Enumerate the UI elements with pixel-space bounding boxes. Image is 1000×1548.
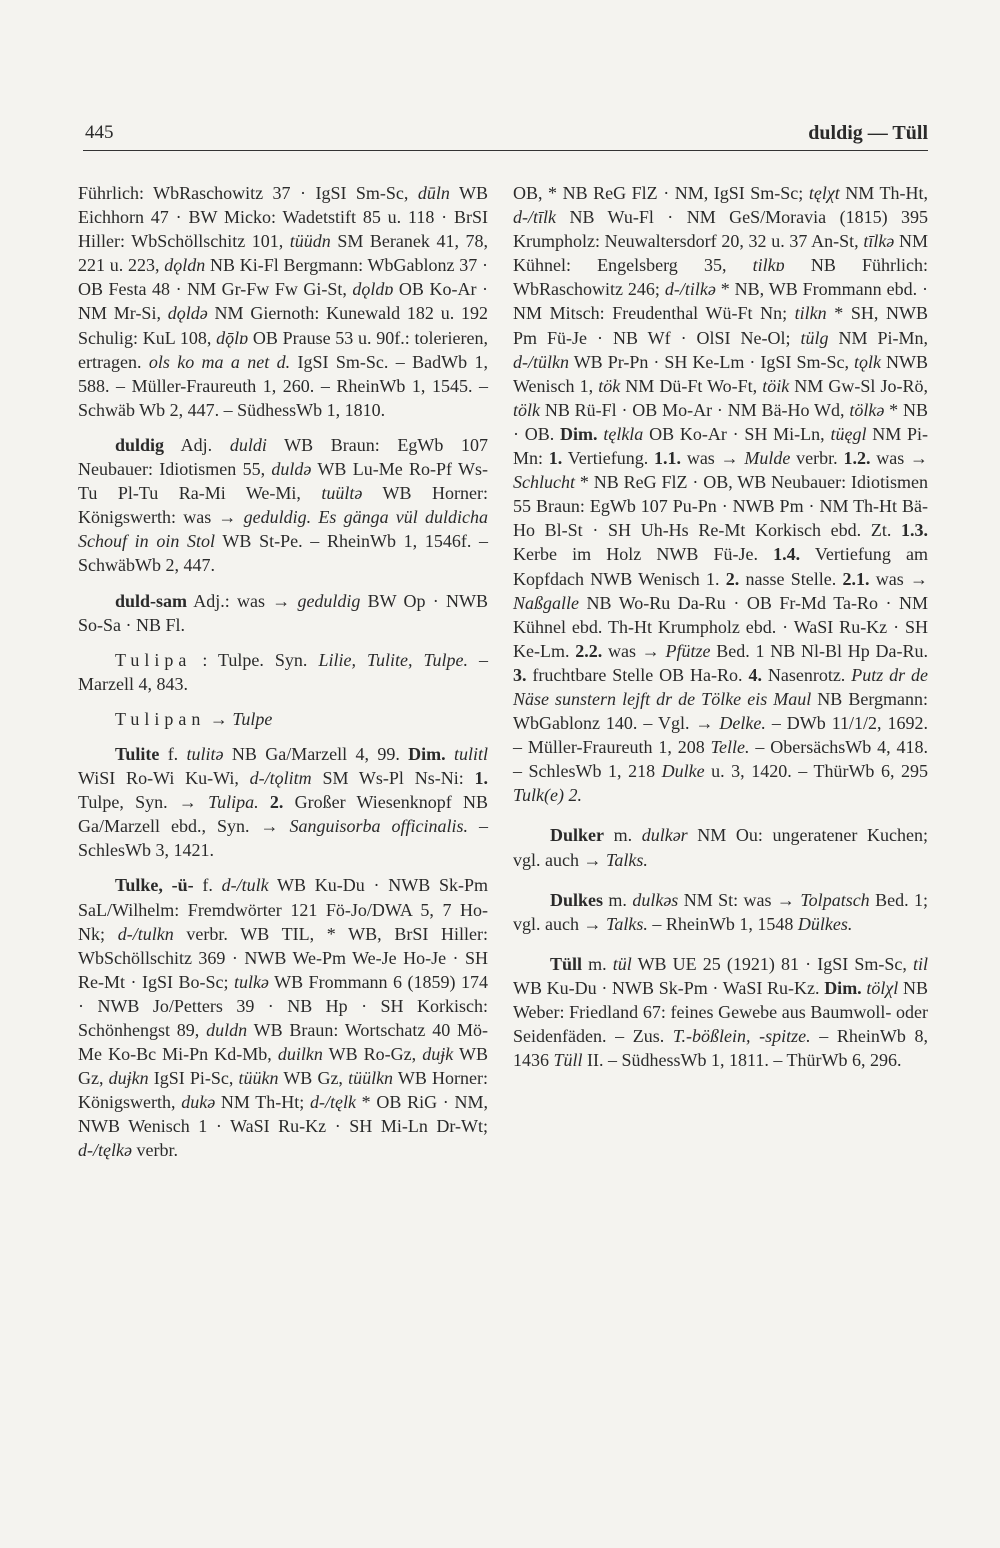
page-number: 445: [85, 122, 114, 143]
entry-tulipa: Tulipa : Tulpe. Syn. Lilie, Tulite, Tulpe. – Marzell 4, 843.: [78, 649, 488, 694]
entry-continuation: Führlich: WbRaschowitz 37 · IgSI Sm-Sc, dūln WB Eichhorn 47 · BW Micko: Wadetstift 85 u. 118 · BrSI Hiller: WbSchöllschitz 101, tüüdn SM Beranek 41, 78, 221 u. 223, dǫldn NB Ki-Fl Bergmann: WbGablonz 37 · OB Festa 48 · NM Gr-Fw Fw Gi-St, dǫldɒ OB Ko-Ar · NM Mr-Si, dǫldə NM Giernoth: Kunewald 182 u. 192 Schulig: KuL 108, dǭlɒ OB Prause 53 u. 90f.: tolerieren, ertragen. ols ko ma a net d. IgSI Sm-Sc. – BadWb 1, 588. – Müller-Fraureuth 1, 260. – RheinWb 1, 1545. – Schwäb Wb 2, 447. – SüdhessWb 1, 1810.: [78, 183, 489, 420]
entry-tulke-continuation: OB, * NB ReG FlZ · NM, IgSI Sm-Sc; tęlχt NM Th-Ht, d-/tīlk NB Wu-Fl · NM GeS/Moravia (1815) 395 Krumpholz: Neuwaltersdorf 20, 32 u. 37 An-St, tīlkə NM Kühnel: Engelsberg 35, tilkɒ NB Führlich: WbRaschowitz 246; d-/tilkə * NB, WB Frommann ebd. · NM Mitsch: Freudenthal Wü-Ft Nn; tilkn * SH, NWB Pm Fü-Je · NB Wf · OlSI Ne-Ol; tülg NM Pi-Mn, d-/tülkn WB Pr-Pn · SH Ke-Lm · IgSI Sm-Sc, tǫlk NWB Wenisch 1, tök NM Dü-Ft Wo-Ft, töik NM Gw-Sl Jo-Rö, tölk NB Rü-Fl · OB Mo-Ar · NM Bä-Ho Wd, tölkə * NB · OB. Dim. tęlkla OB Ko-Ar · SH Mi-Ln, tüęgl NM Pi-Mn: 1. Vertiefung. 1.1. was → Mulde verbr. 1.2. was → Schlucht * NB ReG FlZ · OB, WB Neubauer: Idiotismen 55 Braun: EgWb 107 Pu-Pn · NWB Pm · NM Th-Ht Bä-Ho Bl-St · SH Uh-Hs Re-Mt Korkisch ebd. Zt. 1.3. Kerbe im Holz NWB Fü-Je. 1.4. Vertiefung am Kopfdach NWB Wenisch 1. 2. nasse Stelle. 2.1. was → Naßgalle NB Wo-Ru Da-Ru · OB Fr-Md Ta-Ro · NM Kühnel ebd. Th-Ht Krumpholz ebd. · WaSI Ru-Kz · SH Ke-Lm. 2.2. was → Pfütze Bed. 1 NB Nl-Bl Hp Da-Ru. 3. fruchtbare Stelle OB Ha-Ro. 4. Nasenrotz. Putz dr de Näse sunstern lejft dr de Tölke eis Maul NB Bergmann: WbGablonz 140. – Vgl. → Delke. – DWb 11/1/2, 1692. – Müller-Fraureuth 1, 208 Telle. – ObersächsWb 4, 418. – SchlesWb 1, 218 Dulke u. 3, 1420. – ThürWb 6, 295 Tulk(e) 2.: [513, 183, 929, 806]
entry-tulipan: Tulipan → Tulpe: [115, 708, 273, 729]
left-column: [78, 181, 488, 1163]
right-column: [513, 181, 928, 1072]
entry-tuell: Tüll m. tül WB UE 25 (1921) 81 · IgSI Sm-Sc, til WB Ku-Du · NWB Sk-Pm · WaSI Ru-Kz. Dim. tölχl NB Weber: Friedland 67: feines Gewebe aus Baumwoll- oder Seidenfäden. – Zus. T.-bößlein, -spitze. – RheinWb 8, 1436 Tüll II. – SüdhessWb 1, 1811. – ThürWb 6, 296.: [513, 953, 928, 1071]
entry-tulite: Tulite f. tulitə NB Ga/Marzell 4, 99. Dim. tulitl WiSI Ro-Wi Ku-Wi, d-/tǫlitm SM Ws-Pl Ns-Ni: 1. Tulpe, Syn. → Tulipa. 2. Großer Wiesenknopf NB Ga/Marzell ebd., Syn. → Sanguisorba officinalis. – SchlesWb 3, 1421.: [78, 743, 489, 861]
page-header: [83, 122, 928, 151]
running-head: duldig — Tüll: [808, 122, 928, 144]
entry-duldig: duldig Adj. duldi WB Braun: EgWb 107 Neubauer: Idiotismen 55, duldə WB Lu-Me Ro-Pf Ws-Tu Pl-Tu Ra-Mi We-Mi, tuültə WB Horner: Königswerth: was → geduldig. Es gänga vül duldicha Schouf in oin Stol WB St-Pe. – RheinWb 1, 1546f. – SchwäbWb 2, 447.: [78, 434, 489, 576]
entry-duld-sam: duld-sam Adj.: was → geduldig BW Op · NWB So-Sa · NB Fl.: [78, 590, 488, 635]
entry-dulkes: Dulkes m. dulkəs NM St: was → Tolpatsch Bed. 1; vgl. auch → Talks. – RheinWb 1, 1548 Dülkes.: [513, 889, 928, 934]
entry-tulke: Tulke, -ü- f. d-/tulk WB Ku-Du · NWB Sk-Pm SaL/Wilhelm: Fremdwörter 121 Fö-Jo/DWA 5, 7 Ho-Nk; d-/tulkn verbr. WB TIL, * WB, BrSI Hiller: WbSchöllschitz 369 · NWB We-Pm We-Je Ho-Je · SH Re-Mt · IgSI Bo-Sc; tulkə WB Frommann 6 (1859) 174 · NWB Jo/Petters 39 · NB Hp · SH Korkisch: Schönhengst 89, duldn WB Braun: Wortschatz 40 Mö-Me Ko-Bc Mi-Pn Kd-Mb, duilkn WB Ro-Gz, duɉk WB Gz, duɉkn IgSI Pi-Sc, tüükn WB Gz, tüülkn WB Horner: Königswerth, dukə NM Th-Ht; d-/tęlk * OB RiG · NM, NWB Wenisch 1 · WaSI Ru-Kz · SH Mi-Ln Dr-Wt; d-/tęlkə verbr.: [78, 875, 489, 1161]
entry-dulker: Dulker m. dulkər NM Ou: ungeratener Kuchen; vgl. auch → Talks.: [513, 825, 928, 870]
